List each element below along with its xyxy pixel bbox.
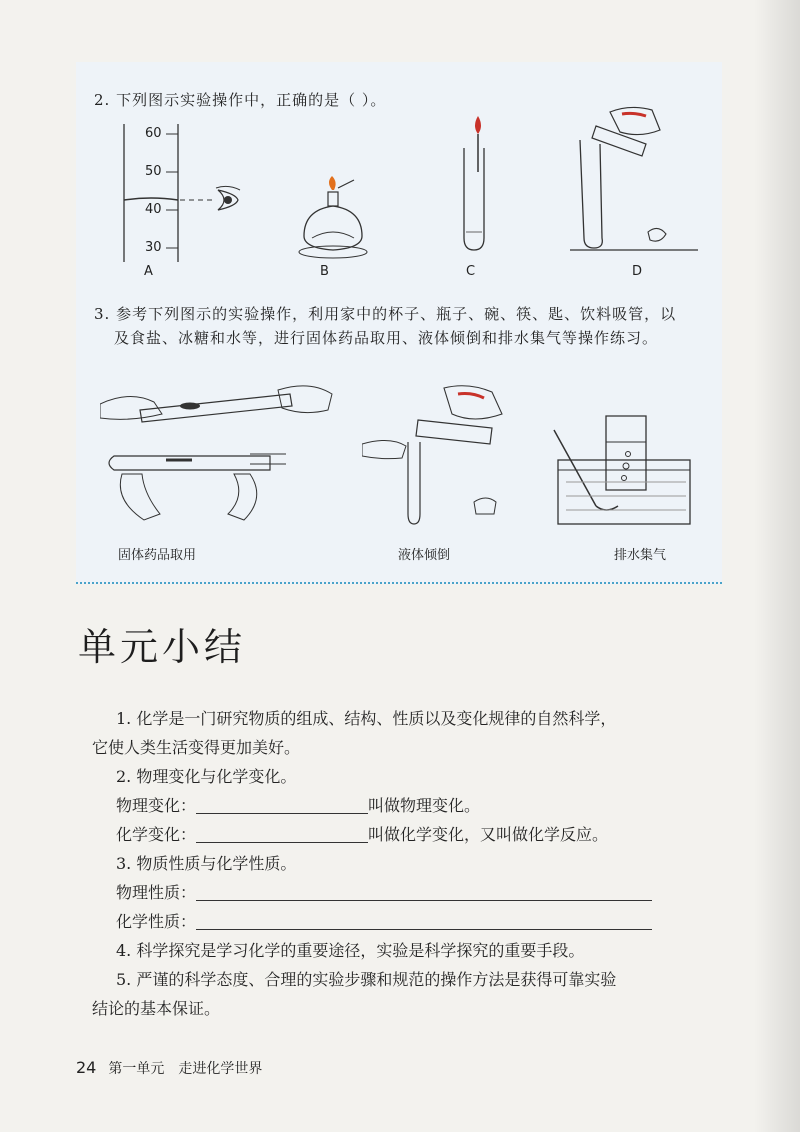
cylinder-tick-40: 40 <box>145 202 162 217</box>
figure-c-dropper-test-tube <box>448 112 508 252</box>
chemical-property-row <box>92 907 728 936</box>
caption-solid-reagent: 固体药品取用 <box>118 548 197 563</box>
page-footer <box>76 1058 262 1078</box>
option-c-label: C <box>466 264 476 279</box>
caption-gas-collection: 排水集气 <box>614 548 667 563</box>
summary-point-5-line-2: 结论的基本保证。 <box>92 999 221 1018</box>
figure-a-graduated-cylinder <box>118 124 258 264</box>
physical-property-label: 物理性质： <box>116 883 197 902</box>
question-3-line-1: 3. 参考下列图示的实验操作，利用家中的杯子、瓶子、碗、筷、匙、饮料吸管，以 <box>94 305 677 323</box>
option-a-label: A <box>144 264 153 279</box>
physical-change-row <box>92 791 728 820</box>
figure-d-pouring-liquid <box>570 104 700 254</box>
summary-point-5-line-1: 5. 严谨的科学态度、合理的实验步骤和规范的操作方法是获得可靠实验 <box>116 970 617 989</box>
caption-liquid-pouring: 液体倾倒 <box>398 548 451 563</box>
cylinder-tick-60: 60 <box>145 126 162 141</box>
figure-solid-reagent-handling <box>100 380 340 540</box>
chemical-property-label: 化学性质： <box>116 912 197 931</box>
chemical-change-tail: 叫做化学变化，又叫做化学反应。 <box>368 825 609 844</box>
cylinder-tick-50: 50 <box>145 164 162 179</box>
figure-b-alcohol-lamp <box>290 176 380 266</box>
page-gutter-shadow <box>754 0 800 1132</box>
summary-point-2: 2. 物理变化与化学变化。 <box>116 767 297 786</box>
summary-point-1-line-2: 它使人类生活变得更加美好。 <box>92 738 301 757</box>
physical-property-row <box>92 878 728 907</box>
question-2-stem: 2. 下列图示实验操作中，正确的是（ ）。 <box>94 91 387 109</box>
physical-change-tail: 叫做物理变化。 <box>368 796 481 815</box>
footer-unit: 第一单元 <box>108 1061 165 1077</box>
summary-point-1-line-1: 1. 化学是一门研究物质的组成、结构、性质以及变化规律的自然科学， <box>116 709 617 728</box>
physical-property-blank[interactable] <box>196 882 652 901</box>
chemical-change-row <box>92 820 728 849</box>
unit-summary-heading: 单元小结 <box>78 625 247 669</box>
physical-change-blank[interactable] <box>196 795 368 814</box>
chemical-property-blank[interactable] <box>196 911 652 930</box>
option-d-label: D <box>632 264 643 279</box>
chemical-change-label: 化学变化： <box>116 825 197 844</box>
footer-unit-title: 走进化学世界 <box>178 1061 263 1077</box>
physical-change-label: 物理变化： <box>116 796 197 815</box>
page-number: 24 <box>76 1058 97 1077</box>
summary-point-4: 4. 科学探究是学习化学的重要途径，实验是科学探究的重要手段。 <box>116 941 585 960</box>
summary-point-3: 3. 物质性质与化学性质。 <box>116 854 297 873</box>
figure-liquid-pouring <box>362 384 522 534</box>
option-b-label: B <box>320 264 329 279</box>
question-3-line-2: 及食盐、冰糖和水等，进行固体药品取用、液体倾倒和排水集气等操作练习。 <box>114 329 659 347</box>
chemical-change-blank[interactable] <box>196 824 368 843</box>
figure-water-displacement <box>546 410 706 530</box>
cylinder-tick-30: 30 <box>145 240 162 255</box>
question-3-stem <box>94 302 714 350</box>
summary-body <box>92 704 728 1023</box>
